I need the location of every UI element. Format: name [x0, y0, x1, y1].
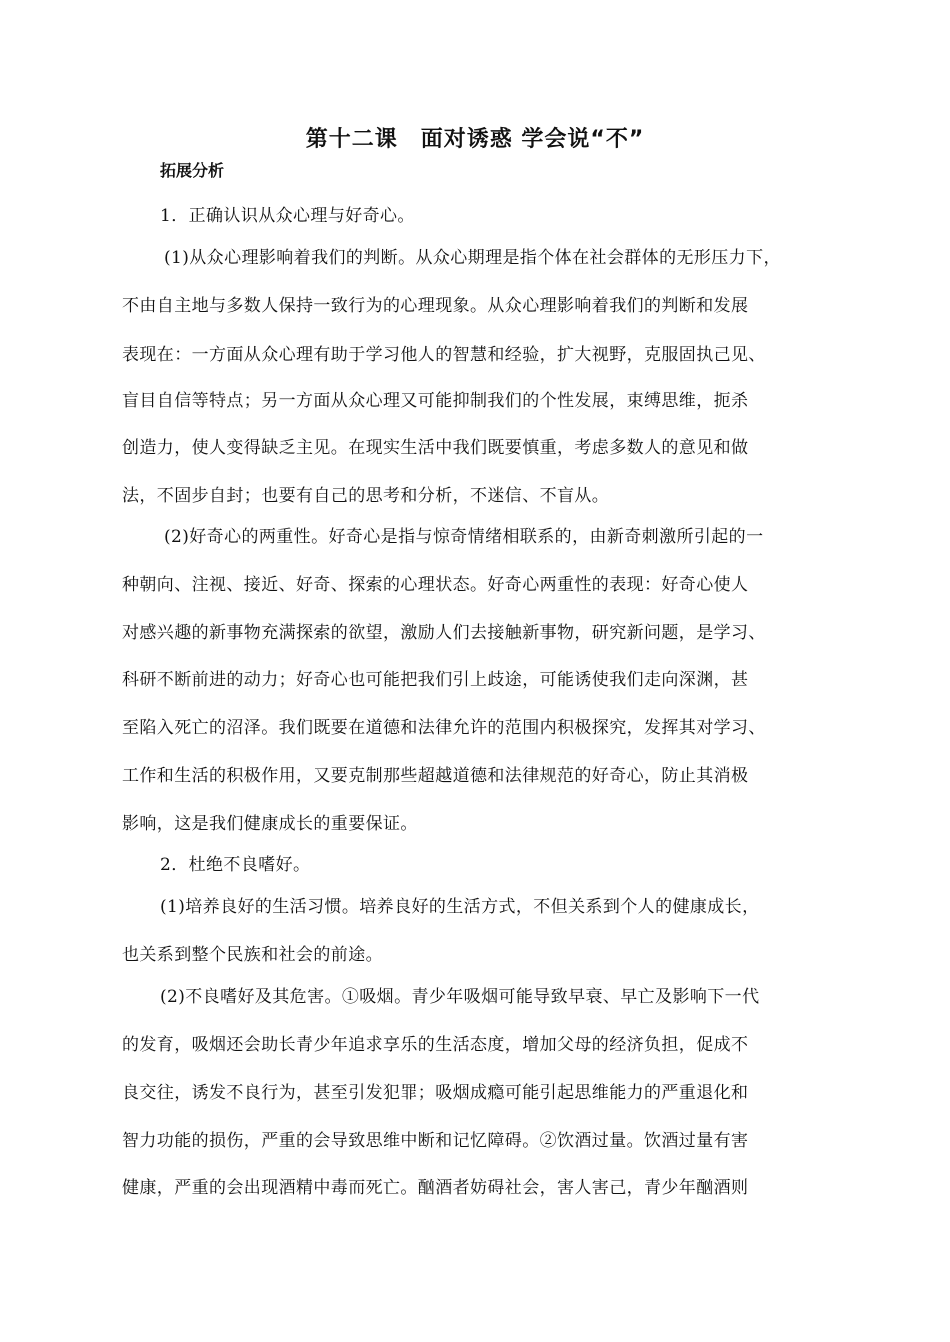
paragraph-line: 影响，这是我们健康成长的重要保证。 — [122, 814, 418, 834]
paragraph-line: (2)好奇心的两重性。好奇心是指与惊奇情绪相联系的，由新奇刺激所引起的一 — [164, 527, 764, 547]
paragraph-line: 表现在：一方面从众心理有助于学习他人的智慧和经验，扩大视野，克服固执己见、 — [122, 345, 766, 365]
paragraph-line: 不由自主地与多数人保持一致行为的心理现象。从众心理影响着我们的判断和发展 — [122, 296, 749, 316]
paragraph-line: 盲目自信等特点；另一方面从众心理又可能抑制我们的个性发展，束缚思维，扼杀 — [122, 391, 749, 411]
paragraph-line: 至陷入死亡的沼泽。我们既要在道德和法律允许的范围内积极探究，发挥其对学习、 — [122, 718, 766, 738]
paragraph-line: 科研不断前进的动力；好奇心也可能把我们引上歧途，可能诱使我们走向深渊，甚 — [122, 670, 749, 690]
paragraph-line: 健康，严重的会出现酒精中毒而死亡。酗酒者妨碍社会，害人害己，青少年酗酒则 — [122, 1178, 749, 1198]
paragraph-line: 对感兴趣的新事物充满探索的欲望，激励人们去接触新事物，研究新问题，是学习、 — [122, 623, 766, 643]
paragraph-line: 工作和生活的积极作用，又要克制那些超越道德和法律规范的好奇心，防止其消极 — [122, 766, 749, 786]
paragraph-line: 种朝向、注视、接近、好奇、探索的心理状态。好奇心两重性的表现：好奇心使人 — [122, 575, 749, 595]
paragraph-line: 2．杜绝不良嗜好。 — [160, 855, 311, 875]
paragraph-line: (2)不良嗜好及其危害。①吸烟。青少年吸烟可能导致早衰、早亡及影响下一代 — [160, 987, 760, 1007]
section-heading: 拓展分析 — [160, 161, 225, 180]
page-title: 第十二课 面对诱惑 学会说“不” — [305, 127, 645, 152]
paragraph-line: 法，不固步自封；也要有自己的思考和分析，不迷信、不盲从。 — [122, 486, 610, 506]
paragraph-line: 的发育，吸烟还会助长青少年追求享乐的生活态度，增加父母的经济负担，促成不 — [122, 1035, 749, 1055]
paragraph-line: 创造力，使人变得缺乏主见。在现实生活中我们既要慎重，考虑多数人的意见和做 — [122, 438, 749, 458]
paragraph-line: (1)从众心理影响着我们的判断。从众心期理是指个体在社会群体的无形压力下， — [164, 248, 781, 268]
paragraph-line: 良交往，诱发不良行为，甚至引发犯罪；吸烟成瘾可能引起思维能力的严重退化和 — [122, 1083, 749, 1103]
paragraph-line: 也关系到整个民族和社会的前途。 — [122, 945, 383, 965]
paragraph-line: 1．正确认识从众心理与好奇心。 — [160, 206, 415, 226]
paragraph-line: (1)培养良好的生活习惯。培养良好的生活方式，不但关系到个人的健康成长， — [160, 897, 760, 917]
paragraph-line: 智力功能的损伤，严重的会导致思维中断和记忆障碍。②饮酒过量。饮酒过量有害 — [122, 1131, 749, 1151]
